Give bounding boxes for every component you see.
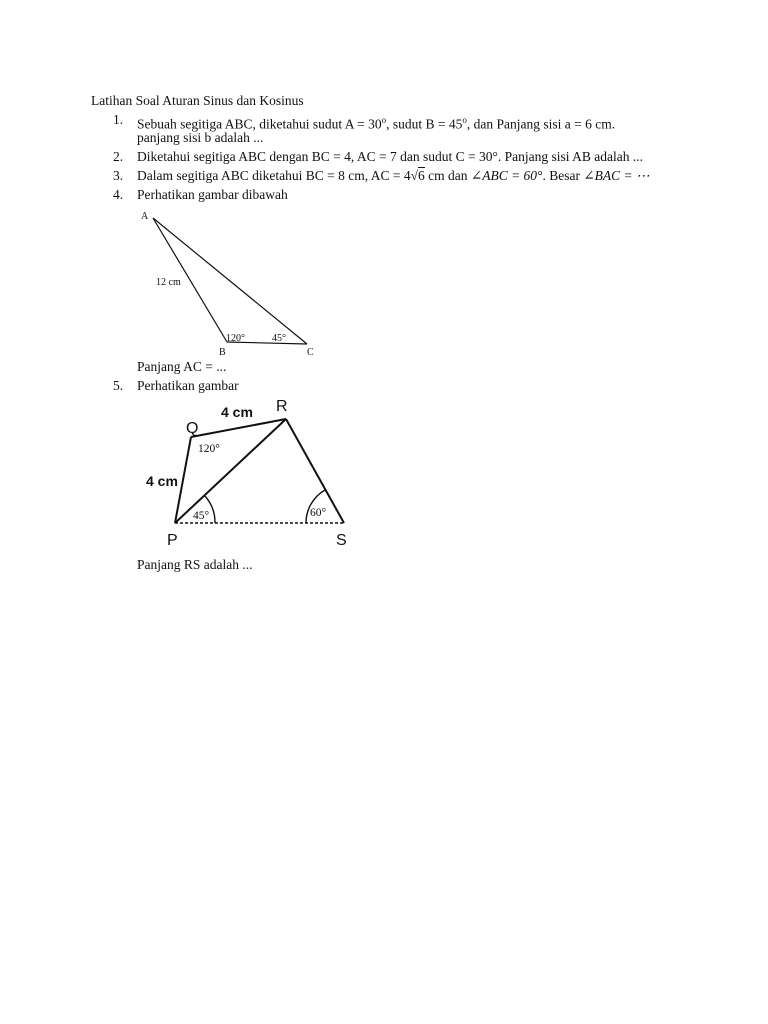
vertex-label-p: P (167, 532, 178, 549)
question-number-5: 5. (113, 378, 124, 393)
angle-label-b: 120° (226, 333, 245, 344)
question-1-line-2: panjang sisi b adalah ... (137, 130, 264, 145)
figure-triangle-abc (135, 205, 335, 365)
question-2-text: Diketahui segitiga ABC dengan BC = 4, AC = 7 dan sudut C = 30°. Panjang sisi AB adalah ... (137, 149, 643, 164)
question-1-text-a: Sebuah segitiga ABC, diketahui sudut A = 30 (137, 116, 382, 132)
sqrt-sign: √ (410, 168, 419, 183)
degree-mark-1: o (381, 115, 387, 125)
question-3-part-2: cm dan (424, 168, 471, 183)
question-number-3: 3. (113, 168, 124, 183)
angle-label-c: 45° (272, 333, 286, 344)
sqrt-radicand: 6 (418, 168, 425, 183)
question-number-2: 2. (113, 149, 124, 164)
vertex-label-q: Q (186, 420, 199, 437)
angle-label-q: 120° (198, 443, 220, 455)
question-4-text: Perhatikan gambar dibawah (137, 187, 288, 202)
question-1-text-c: , dan Panjang sisi a = 6 cm. (466, 116, 616, 132)
side-label-pq: 4 cm (146, 473, 178, 489)
vertex-label-c: C (307, 347, 314, 358)
vertex-label-s: S (336, 532, 347, 549)
question-5-text: Perhatikan gambar (137, 378, 239, 393)
question-3-part-1: Dalam segitiga ABC diketahui BC = 8 cm, AC = 4 (137, 168, 411, 183)
vertex-label-r: R (276, 398, 288, 415)
angle-label-s: 60° (310, 507, 327, 519)
question-3-math-2: ∠BAC = ⋯ (583, 168, 650, 183)
worksheet-title: Latihan Soal Aturan Sinus dan Kosinus (91, 93, 304, 108)
vertex-label-a: A (141, 211, 149, 222)
question-1-text-b: , sudut B = 45 (386, 116, 463, 132)
vertex-label-b: B (219, 347, 226, 358)
question-3-text (137, 167, 650, 185)
question-3-part-3: . Besar (542, 168, 584, 183)
degree-mark-2: o (462, 115, 467, 125)
angle-label-p: 45° (193, 510, 210, 522)
question-number-1: 1. (113, 112, 124, 127)
figure-quadrilateral-pqrs (135, 392, 375, 557)
question-4-answer-prompt: Panjang AC = ... (137, 359, 227, 374)
question-3-math-1: ∠ABC = 60° (470, 168, 543, 183)
side-label-ab: 12 cm (156, 277, 181, 288)
side-qr (191, 419, 286, 437)
side-label-qr: 4 cm (221, 404, 253, 420)
question-5-answer-prompt: Panjang RS adalah ... (137, 557, 253, 572)
question-number-4: 4. (113, 187, 124, 202)
